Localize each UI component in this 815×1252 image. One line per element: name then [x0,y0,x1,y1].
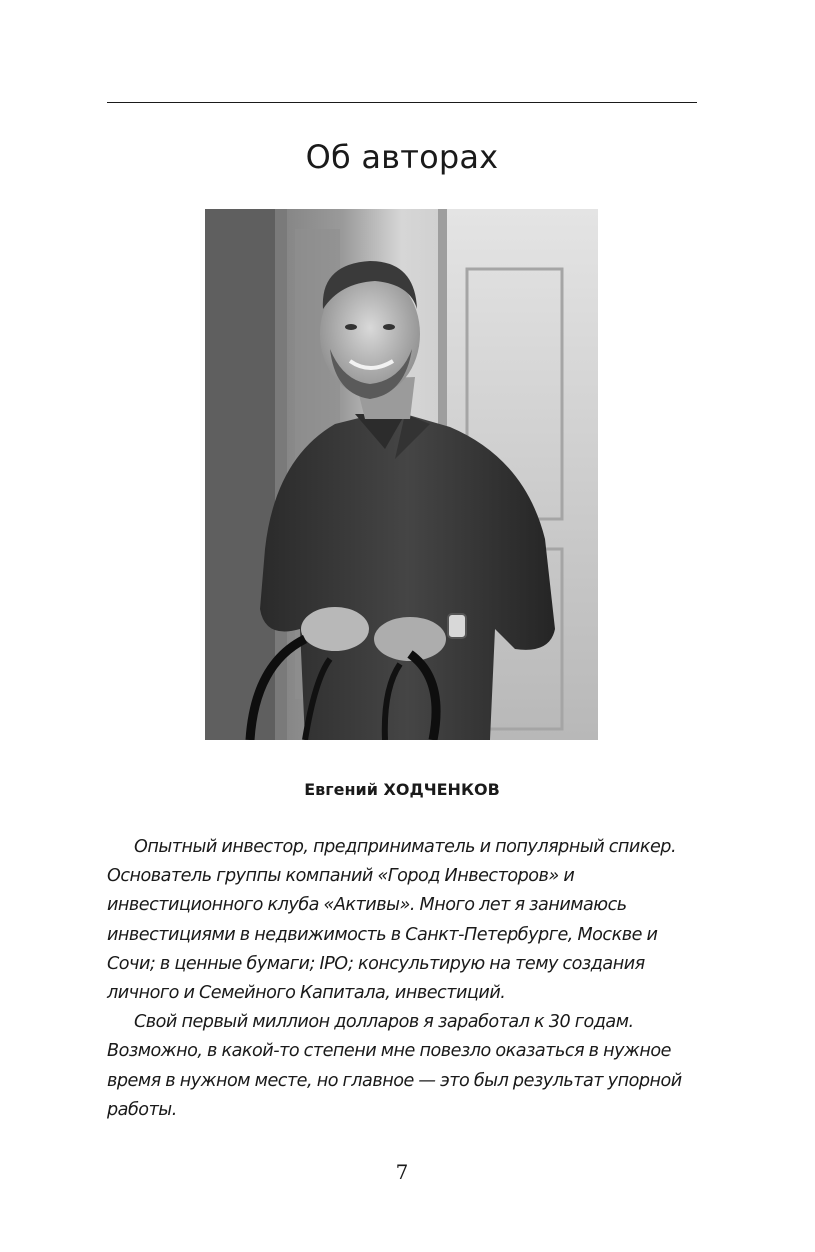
top-rule [107,102,697,103]
page-number: 7 [395,1160,409,1184]
chapter-title: Об авторах [305,138,499,176]
author-photo [205,209,598,740]
author-name: Евгений ХОДЧЕНКОВ [304,780,500,799]
bio-paragraph: Свой первый миллион долларов я заработал к 30 годам. Возможно, в какой-то степени мне повезло оказаться в нужное время в нужном месте, но главное — это был результат упорной работы. [107,1012,682,1120]
bio-paragraph: Опытный инвестор, предприниматель и популярный спикер. Основатель группы компаний «Город Инвесторов» и инвестиционного клуба «Активы». Много лет я занимаюсь инвестициями в недвижимость в Санкт-Петербурге, Москве и Сочи; в ценные бумаги; IPO; консультирую на тему создания личного и Семейного Капитала, инвестиций. [107,837,677,1004]
author-bio [107,833,697,1125]
